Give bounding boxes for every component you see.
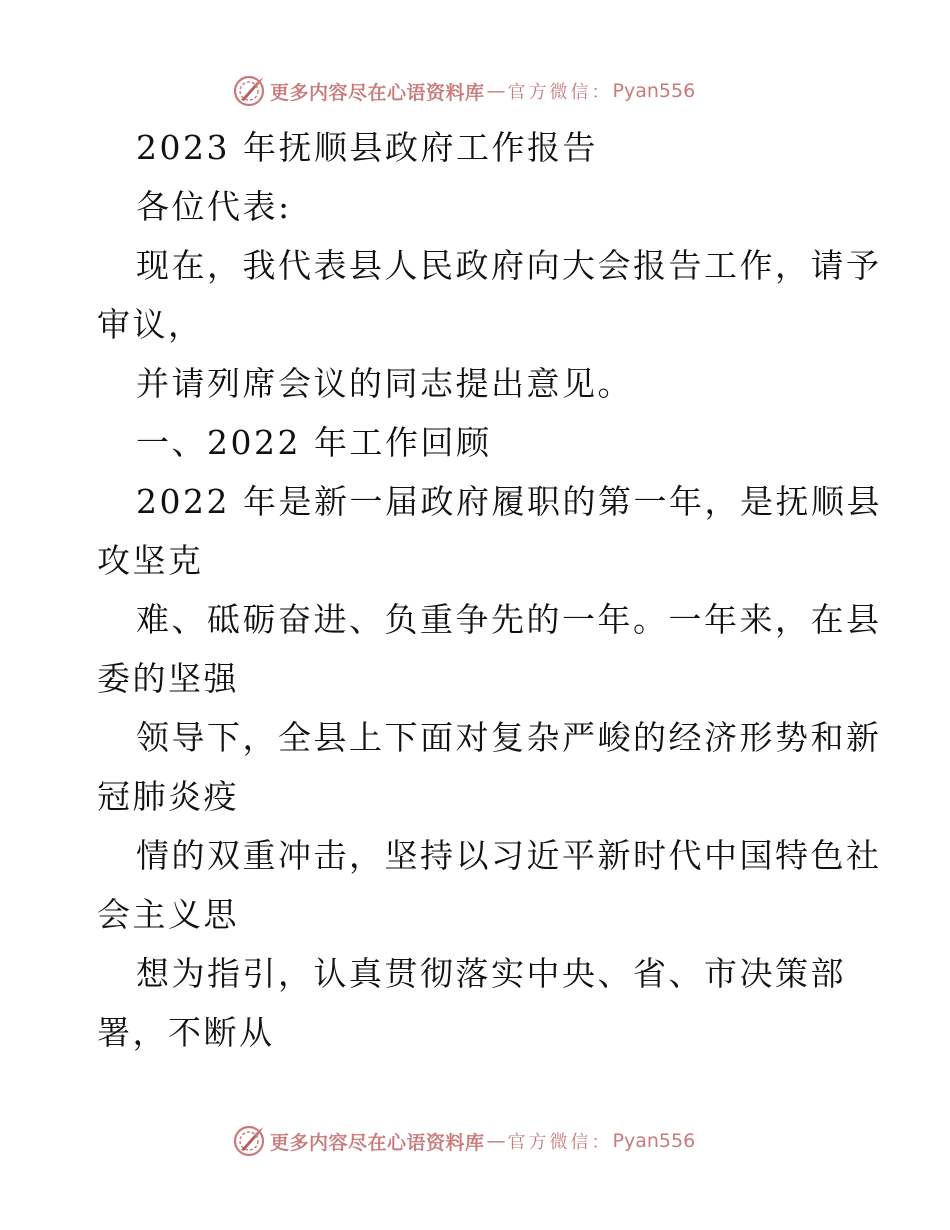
paragraph-line: 现在，我代表县人民政府向大会报告工作，请予 bbox=[136, 246, 882, 285]
watermark-official-label: 官方微信： bbox=[507, 1132, 613, 1153]
paragraph-line: 情的双重冲击，坚持以习近平新时代中国特色社 bbox=[136, 836, 882, 875]
paragraph-line: 难、砥砺奋进、负重争先的一年。一年来，在县 bbox=[136, 600, 882, 639]
paragraph-line: 2022 年是新一届政府履职的第一年，是抚顺县 bbox=[136, 482, 882, 521]
quill-pen-logo-icon bbox=[232, 74, 266, 108]
watermark-wechat-id: Pyan556 bbox=[612, 1130, 696, 1152]
watermark-wechat-id: Pyan556 bbox=[612, 80, 696, 102]
paragraph-line: 署，不断从 bbox=[97, 1013, 275, 1052]
watermark-official-label: 官方微信： bbox=[507, 82, 613, 103]
paragraph-line: 会主义思 bbox=[97, 895, 239, 934]
paragraph-line: 并请列席会议的同志提出意见。 bbox=[136, 364, 633, 403]
paragraph-line: 想为指引，认真贯彻落实中央、省、市决策部 bbox=[136, 954, 846, 993]
paragraph-line: 领导下，全县上下面对复杂严峻的经济形势和新 bbox=[136, 718, 882, 757]
watermark-site-text: 更多内容尽在心语资料库 bbox=[270, 1131, 485, 1154]
paragraph-line: 攻坚克 bbox=[97, 541, 204, 580]
salutation: 各位代表: bbox=[136, 187, 292, 226]
document-body bbox=[97, 118, 882, 1062]
quill-pen-logo-icon bbox=[232, 1124, 266, 1158]
watermark-separator: — bbox=[486, 80, 506, 102]
footer-watermark bbox=[232, 1123, 695, 1159]
paragraph-line: 审议， bbox=[97, 305, 204, 344]
paragraph-line: 冠肺炎疫 bbox=[97, 777, 239, 816]
paragraph-line: 委的坚强 bbox=[97, 659, 239, 698]
section-heading: 一、2022 年工作回顾 bbox=[136, 423, 492, 462]
watermark-separator: — bbox=[486, 1130, 506, 1152]
header-watermark bbox=[232, 73, 695, 109]
watermark-site-text: 更多内容尽在心语资料库 bbox=[270, 81, 485, 104]
document-title: 2023 年抚顺县政府工作报告 bbox=[136, 128, 598, 167]
